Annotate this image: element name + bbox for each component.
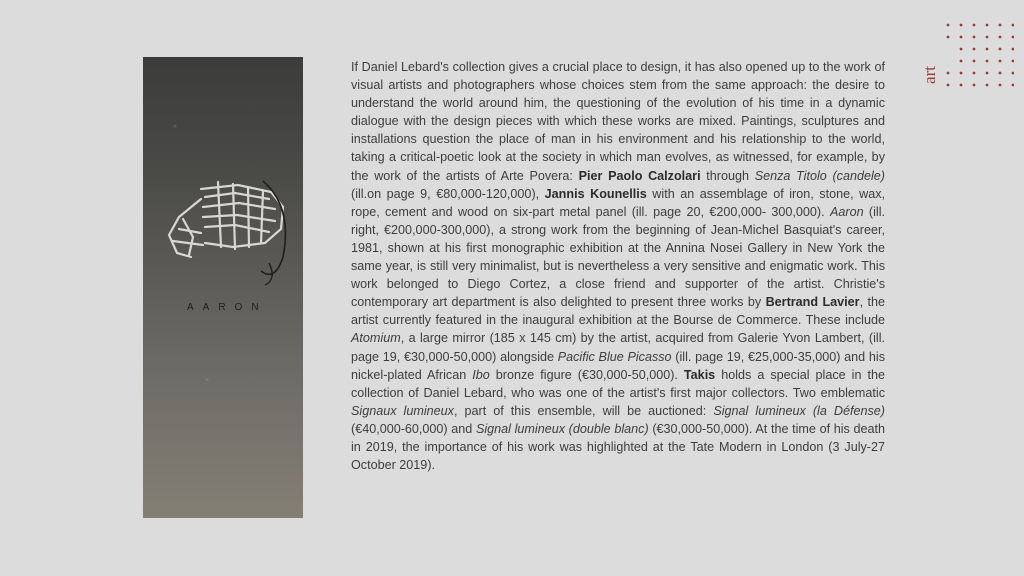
decor-dot (973, 36, 976, 39)
decor-dot (1012, 72, 1014, 75)
decor-dot (960, 60, 963, 63)
decor-dot (947, 72, 950, 75)
decor-dot (999, 36, 1002, 39)
decor-dot (960, 84, 963, 87)
article-italic-title: Senza Titolo (candele) (754, 168, 885, 183)
article-bold-name: Takis (683, 367, 716, 382)
decor-dot (973, 84, 976, 87)
decor-dot (973, 24, 976, 27)
article-text: (€30,000-50,000). At the time of his death in 2019, the importance of his work was highlighted at the Tate Modern in London (3 July-27 October 2019). (351, 421, 885, 473)
article-text: with an assemblage of iron, stone, wax, rope, cement and wood on six-part metal panel (ill. page 20, €200,000- 300,000). (351, 186, 885, 219)
artwork-signature: AARON (187, 302, 268, 313)
article-text: , the artist currently featured in the inaugural exhibition at the Bourse de Commerce. These include (351, 295, 885, 328)
article-italic-title: Signal lumineux (double blanc) (475, 421, 649, 436)
decor-dot (1012, 48, 1014, 51)
article-italic-title: Ibo (472, 367, 490, 382)
article-bold-name: Jannis Kounellis (544, 186, 647, 201)
decor-dot (999, 60, 1002, 63)
decor-dot (960, 72, 963, 75)
artwork-image-aaron (143, 57, 303, 518)
decor-dot (1012, 84, 1014, 87)
article-italic-title: Aaron (829, 204, 864, 219)
article-bold-name: Pier Paolo Calzolari (578, 168, 701, 183)
decor-dot (947, 36, 950, 39)
decor-dot (986, 60, 989, 63)
article-text: (ill. page 19, €25,000-35,000) and his nickel-plated African (351, 349, 885, 382)
article-text: , part of this ensemble, will be auctioned: (453, 403, 714, 418)
dot-grid-decoration (944, 21, 1014, 87)
article-text: , a large mirror (185 x 145 cm) by the artist, acquired from Galerie Yvon Lambert, (ill. page 19, €30,000-50,000) alongside (351, 331, 885, 364)
article-italic-title: Signaux lumineux (351, 403, 454, 418)
article-text: (ill.on page 9, €80,000-120,000), (351, 186, 545, 201)
article-body (351, 58, 885, 474)
decor-dot (1012, 36, 1014, 39)
decor-dot (960, 48, 963, 51)
decor-dot (986, 36, 989, 39)
decor-dot (986, 48, 989, 51)
artwork-drawing (143, 57, 303, 518)
article-italic-title: Atomium (351, 331, 401, 346)
decor-dot (973, 48, 976, 51)
article-italic-title: Pacific Blue Picasso (557, 349, 672, 364)
decor-dot (986, 72, 989, 75)
decor-dot (999, 48, 1002, 51)
decor-dot (973, 72, 976, 75)
decor-dot (999, 72, 1002, 75)
decor-dot (986, 24, 989, 27)
side-tag-art: art (920, 66, 939, 84)
decor-dot (999, 24, 1002, 27)
decor-dot (960, 36, 963, 39)
article-italic-title: Signal lumineux (la Défense) (713, 403, 885, 418)
decor-dot (999, 84, 1002, 87)
decor-dot (1012, 24, 1014, 27)
article-text: If Daniel Lebard's collection gives a crucial place to design, it has also opened up to the work of visual artists and photographers whose choices stem from the same approach: the desire to understand the world around him, the questioning of the evolution of his time in a dynamic dialogue with the design pieces with which these works are mixed. Paintings, sculptures and installations question the place of man in his environment and his relationship to the world, taking a critical-poetic look at the society in which man evolves, as witnessed, for example, by the work of the artists of Arte Povera: (351, 60, 885, 183)
decor-dot (960, 24, 963, 27)
article-text: through (700, 168, 755, 183)
article-text: bronze figure (€30,000-50,000). (489, 367, 684, 382)
decor-dot (1012, 60, 1014, 63)
decor-dot (947, 84, 950, 87)
decor-dot (986, 84, 989, 87)
article-text: holds a special place in the collection of Daniel Lebard, who was one of the artist's first major collectors. Two emblematic (351, 367, 885, 400)
article-text: (ill. right, €200,000-300,000), a strong work from the beginning of Jean-Michel Basquiat's career, 1981, shown at his first monographic exhibition at the Annina Nosei Gallery in New York the same year, is still very minimalist, but is nevertheless a very sensitive and enigmatic work. This work belonged to Diego Cortez, a close friend and supporter of the artist. Christie's contemporary art department is also delighted to present three works by (351, 204, 886, 310)
decor-dot (947, 24, 950, 27)
decor-dot (973, 60, 976, 63)
article-text: (€40,000-60,000) and (351, 421, 476, 436)
article-bold-name: Bertrand Lavier (765, 295, 860, 310)
